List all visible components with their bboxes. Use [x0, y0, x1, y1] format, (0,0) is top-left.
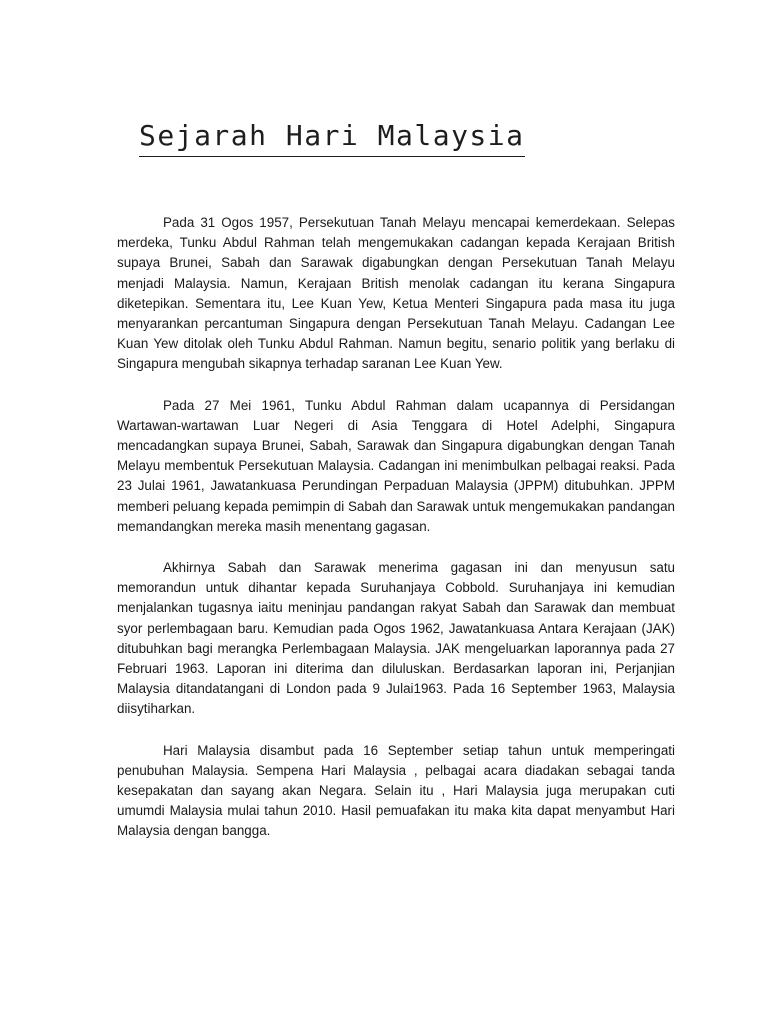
- paragraph-1: Pada 31 Ogos 1957, Persekutuan Tanah Melayu mencapai kemerdekaan. Selepas merdeka, Tunku Abdul Rahman telah mengemukakan cadangan kepada Kerajaan British supaya Brunei, Sabah dan Sarawak digabungkan dengan Persekutuan Tanah Melayu menjadi Malaysia. Namun, Kerajaan British menolak cadangan itu kerana Singapura diketepikan. Sementara itu, Lee Kuan Yew, Ketua Menteri Singapura pada masa itu juga menyarankan percantuman Singapura dengan Persekutuan Tanah Melayu. Cadangan Lee Kuan Yew ditolak oleh Tunku Abdul Rahman. Namun begitu, senario politik yang berlaku di Singapura mengubah sikapnya terhadap saranan Lee Kuan Yew.: [117, 215, 675, 372]
- paragraph-3: Akhirnya Sabah dan Sarawak menerima gagasan ini dan menyusun satu memorandun untuk dihantar kepada Suruhanjaya Cobbold. Suruhanjaya ini kemudian menjalankan tugasnya iaitu meninjau pandangan rakyat Sabah dan Sarawak dan membuat syor perlembagaan baru. Kemudian pada Ogos 1962, Jawatankuasa Antara Kerajaan (JAK) ditubuhkan bagi merangka Perlembagaan Malaysia. JAK mengeluarkan laporannya pada 27 Februari 1963. Laporan ini diterima dan diluluskan. Berdasarkan laporan ini, Perjanjian Malaysia ditandatangani di London pada 9 Julai1963. Pada 16 September 1963, Malaysia diisytiharkan.: [117, 560, 675, 717]
- document-title: Sejarah Hari Malaysia: [139, 118, 525, 157]
- paragraph-2: Pada 27 Mei 1961, Tunku Abdul Rahman dalam ucapannya di Persidangan Wartawan-wartawan Luar Negeri di Asia Tenggara di Hotel Adelphi, Singapura mencadangkan supaya Brunei, Sabah, Sarawak dan Singapura digabungkan dengan Tanah Melayu membentuk Persekutuan Malaysia. Cadangan ini menimbulkan pelbagai reaksi. Pada 23 Julai 1961, Jawatankuasa Perundingan Perpaduan Malaysia (JPPM) ditubuhkan. JPPM memberi peluang kepada pemimpin di Sabah dan Sarawak untuk mengemukakan pandangan memandangkan mereka masih menentang gagasan.: [117, 397, 675, 534]
- paragraph-4: Hari Malaysia disambut pada 16 September setiap tahun untuk memperingati penubuhan Malaysia. Sempena Hari Malaysia , pelbagai acara diadakan sebagai tanda kesepakatan dan sayang akan Negara. Selain itu , Hari Malaysia juga merupakan cuti umumdi Malaysia mulai tahun 2010. Hasil pemuafakan itu maka kita dapat menyambut Hari Malaysia dengan bangga.: [117, 742, 675, 839]
- document-body: [117, 213, 675, 863]
